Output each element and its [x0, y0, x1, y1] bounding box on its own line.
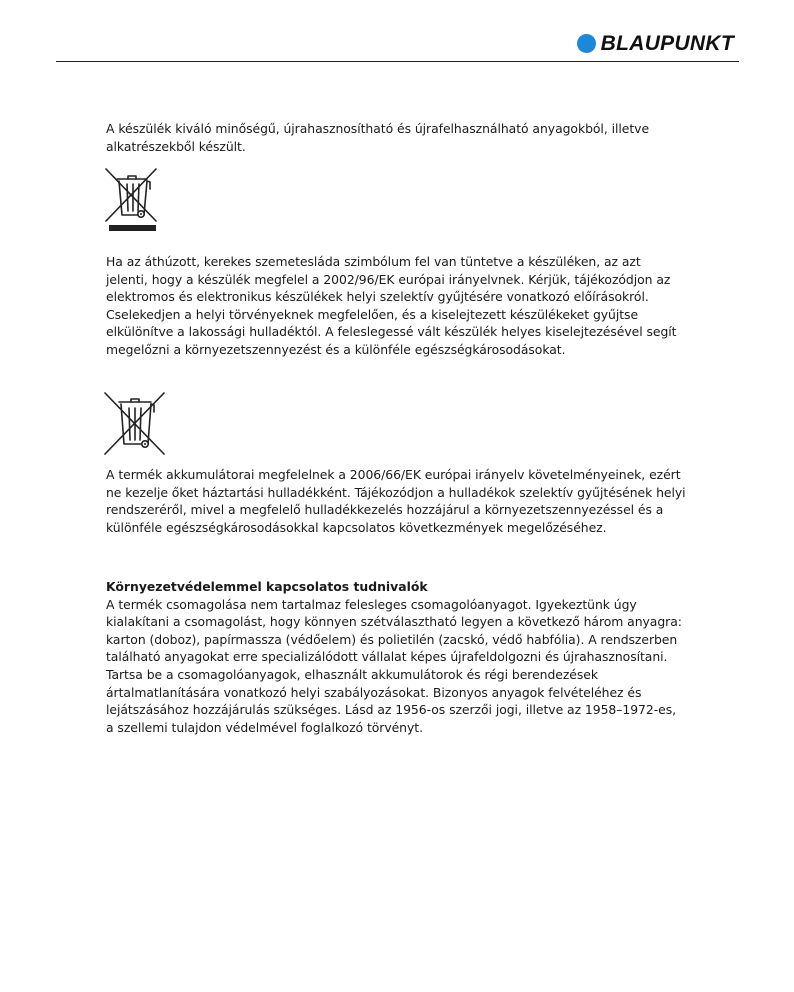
intro-paragraph: A készülék kiváló minőségű, újrahasznosítható és újrafelhasználható anyagokból, illetve alkatrészekből készült. [106, 121, 650, 154]
brand-logo [577, 33, 734, 54]
battery-bin-icon [100, 390, 170, 458]
crossed-out-wheelie-bin-icon [100, 165, 164, 235]
brand-name: BLAUPUNKT [600, 32, 734, 55]
brand-dot-icon [577, 34, 596, 53]
environment-section-body: A termék csomagolása nem tartalmaz felesleges csomagolóanyagot. Igyekeztünk úgy kialakítani a csomagolást, hogy könnyen szétválasztható legyen a következő három anyagra: karton (doboz), papírmassza (védőelem) és polietilén (zacskó, védő habfólia). A rendszerben található anyagokat erre specializálódott vállalat képes újrafeldolgozni és újrahasznosítani. Tartsa be a csomagolóanyagok, elhasznált akkumulátorok és régi berendezések ártalmatlanítására vonatkozó helyi szabályozásokat. Bizonyos anyagok felvételéhez és lejátszásához hozzájárulás szükséges. Lásd az 1956-os szerzői jogi, illetve az 1958–1972-es, a szellemi tulajdon védelmével foglalkozó törvényt. [106, 596, 682, 735]
header-rule [56, 61, 739, 62]
page-header [0, 0, 794, 62]
weee-paragraph: Ha az áthúzott, kerekes szemetesláda szimbólum fel van tüntetve a készüléken, az azt jelenti, hogy a készülék megfelel a 2002/96/EK európai irányelvnek. Kérjük, tájékozódjon az elektromos és elektronikus készülékek helyi szelektív gyűjtésére vonatkozó előírásokról. Cselekedjen a helyi törvényeknek megfelelően, és a kiselejtezett készülékeket gyűjtse elkülönítve a lakossági hulladéktól. A feleslegessé vált készülék helyes kiselejtezésével segít megelőzni a környezetszennyezést és a különféle egészségkárosodásokat. [106, 254, 677, 357]
environment-section [106, 578, 686, 736]
environment-section-title: Környezetvédelemmel kapcsolatos tudnivalók [106, 579, 428, 594]
battery-paragraph: A termék akkumulátorai megfelelnek a 2006/66/EK európai irányelv követelményeinek, ezért ne kezelje őket háztartási hulladékként. Tájékozódjon a hulladékok szelektív gyűjtésének helyi rendszeréről, mivel a megfelelő hulladékkezelés hozzájárul a környezetszennyezéssel és a különféle egészségkárosodásokkal kapcsolatos következmények megelőzéséhez. [106, 467, 686, 535]
